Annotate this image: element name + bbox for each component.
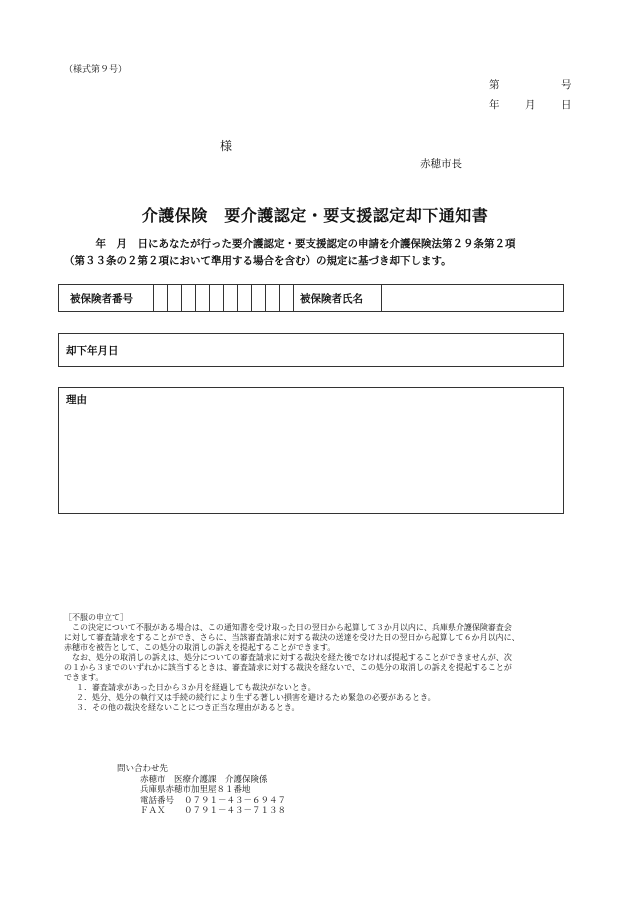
appeal-line: の１から３までのいずれかに該当するときは、審査請求に対する裁決を経ないで、この処分の取消しの訴えを提起することが [64, 663, 512, 672]
appeal-line: できます。 [64, 673, 104, 682]
appeal-item: ２．処分、処分の執行又は手続の続行により生ずる著しい損害を避けるため緊急の必要があるとき。 [76, 693, 436, 702]
contact-phone [117, 796, 286, 807]
document-number [489, 77, 572, 92]
insured-number-digit-box [238, 285, 252, 311]
reason-label: 理由 [66, 394, 87, 406]
rejection-date-row [58, 333, 564, 367]
doc-number-label-a: 第 [489, 79, 500, 91]
contact-department: 赤穂市 医療介護課 介護保険係 [140, 774, 268, 785]
appeal-heading: ［不服の申立て］ [64, 613, 128, 622]
insured-number-label: 被保険者番号 [59, 285, 154, 311]
insured-name-value [382, 285, 563, 311]
appeal-line: なお、処分の取消しの訴えは、処分についての審査請求に対する裁決を経た後でなければ提起することができませんが、次 [64, 653, 512, 662]
insured-number-digit-box [280, 285, 294, 311]
insured-number-digit-box [266, 285, 280, 311]
date-day-label: 日 [561, 99, 572, 111]
insured-number-digit-box [196, 285, 210, 311]
appeal-section [64, 613, 584, 713]
date-year-label: 年 [489, 99, 500, 111]
fax-label: ＦＡＸ [140, 806, 166, 817]
appeal-line: 赤穂市を被告として、この処分の取消しの訴えを提起することができます。 [64, 643, 336, 652]
insured-number-digit-box [252, 285, 266, 311]
appeal-item: １．審査請求があった日から３か月を経過しても裁決がないとき。 [76, 683, 316, 692]
contact-heading: 問い合わせ先 [117, 764, 169, 774]
addressee-suffix: 様 [220, 139, 233, 153]
date-month-label: 月 [525, 99, 536, 111]
appeal-line: この決定について不服がある場合は、この通知書を受け取った日の翌日から起算して３か月以内に、兵庫県介護保険審査会 [64, 623, 512, 632]
notice-body [64, 236, 584, 270]
insured-number-digit-box [182, 285, 196, 311]
contact-fax [117, 806, 286, 817]
insured-info-row [58, 284, 564, 312]
fax-number: ０７９１－４３－７１３８ [184, 806, 287, 817]
notice-body-line: 年 月 日にあなたが行った要介護認定・要支援認定の申請を介護保険法第２９条第２項 [64, 238, 516, 250]
appeal-item: ３．その他の裁決を経ないことにつき正当な理由があるとき。 [76, 703, 300, 712]
insured-number-digit-box [224, 285, 238, 311]
insured-number-digit-box [210, 285, 224, 311]
appeal-line: に対して審査請求をすることができ、さらに、当該審査請求に対する裁決の送達を受けた日の翌日から起算して６か月以内に、 [64, 633, 520, 642]
doc-number-label-b: 号 [561, 79, 572, 91]
form-number: （様式第９号） [64, 65, 128, 75]
insured-number-digit-box [168, 285, 182, 311]
document-title: 介護保険 要介護認定・要支援認定却下通知書 [141, 206, 489, 225]
insured-name-label: 被保険者氏名 [294, 285, 382, 311]
contact-section [117, 764, 286, 817]
phone-number: ０７９１－４３－６９４７ [184, 795, 287, 806]
contact-address: 兵庫県赤穂市加里屋８１番地 [140, 785, 251, 796]
reason-box [58, 387, 564, 514]
phone-label: 電話番号 [140, 795, 175, 806]
notice-body-line: （第３３条の２第２項において準用する場合を含む）の規定に基づき却下します。 [64, 255, 452, 267]
rejection-date-label: 却下年月日 [66, 344, 119, 357]
sender-name: 赤穂市長 [420, 158, 462, 170]
insured-number-digit-box [154, 285, 168, 311]
